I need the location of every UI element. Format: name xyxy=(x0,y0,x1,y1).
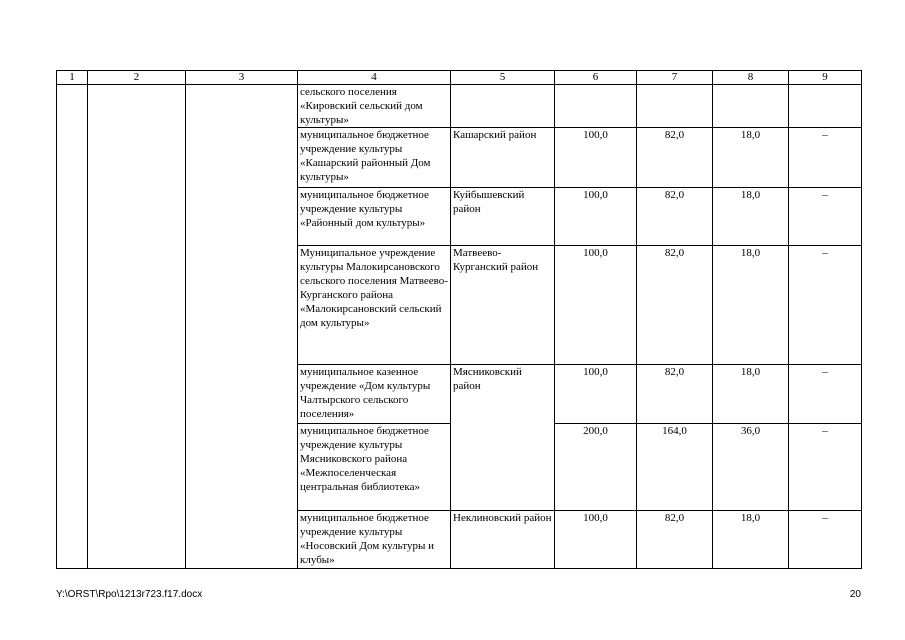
table-row xyxy=(57,85,862,128)
district-cell xyxy=(451,85,555,128)
value-cell: 100,0 xyxy=(555,365,637,424)
district-cell: Куйбышевский район xyxy=(451,188,555,246)
column-number-row xyxy=(57,71,862,85)
column-number: 9 xyxy=(789,71,862,85)
value-cell: 82,0 xyxy=(637,511,713,569)
page-number: 20 xyxy=(849,589,861,600)
value-cell: – xyxy=(789,424,862,511)
column-number: 3 xyxy=(186,71,298,85)
footer-file-path: Y:\ORST\Rpo\1213r723.f17.docx xyxy=(56,589,203,600)
value-cell: 18,0 xyxy=(713,128,789,188)
district-cell: Мясниковский район xyxy=(451,365,555,511)
district-cell: Матвеево-Курганский район xyxy=(451,246,555,365)
value-cell xyxy=(637,85,713,128)
value-cell: 200,0 xyxy=(555,424,637,511)
empty-cell xyxy=(186,85,298,569)
value-cell: – xyxy=(789,511,862,569)
value-cell: 82,0 xyxy=(637,188,713,246)
column-number: 6 xyxy=(555,71,637,85)
value-cell: 164,0 xyxy=(637,424,713,511)
value-cell xyxy=(555,85,637,128)
institution-cell: муниципальное бюджетное учреждение культуры «Районный дом культуры» xyxy=(298,188,451,246)
value-cell: 18,0 xyxy=(713,246,789,365)
value-cell: 18,0 xyxy=(713,365,789,424)
budget-table xyxy=(56,70,862,569)
column-number: 1 xyxy=(57,71,88,85)
value-cell: – xyxy=(789,128,862,188)
column-number: 2 xyxy=(88,71,186,85)
institution-cell: Муниципальное учреждение культуры Малокирсановского сельского поселения Матвеево-Курганского района «Малокирсановский сельский дом культуры» xyxy=(298,246,451,365)
value-cell: 82,0 xyxy=(637,365,713,424)
column-number: 8 xyxy=(713,71,789,85)
institution-cell: муниципальное казенное учреждение «Дом культуры Чалтырского сельского поселения» xyxy=(298,365,451,424)
value-cell: 100,0 xyxy=(555,188,637,246)
value-cell: – xyxy=(789,188,862,246)
column-number: 4 xyxy=(298,71,451,85)
district-cell: Кашарский район xyxy=(451,128,555,188)
district-cell: Неклиновский район xyxy=(451,511,555,569)
empty-cell xyxy=(88,85,186,569)
value-cell: 100,0 xyxy=(555,246,637,365)
value-cell: 36,0 xyxy=(713,424,789,511)
value-cell xyxy=(789,85,862,128)
value-cell xyxy=(713,85,789,128)
value-cell: 18,0 xyxy=(713,188,789,246)
institution-cell: муниципальное бюджетное учреждение культуры «Кашарский районный Дом культуры» xyxy=(298,128,451,188)
institution-cell: муниципальное бюджетное учреждение культуры «Носовский Дом культуры и клубы» xyxy=(298,511,451,569)
value-cell: 18,0 xyxy=(713,511,789,569)
value-cell: 100,0 xyxy=(555,511,637,569)
empty-cell xyxy=(57,85,88,569)
column-number: 7 xyxy=(637,71,713,85)
value-cell: 82,0 xyxy=(637,246,713,365)
institution-cell: сельского поселения «Кировский сельский дом культуры» xyxy=(298,85,451,128)
institution-cell: муниципальное бюджетное учреждение культуры Мясниковского района «Межпоселенческая центральная библиотека» xyxy=(298,424,451,511)
column-number: 5 xyxy=(451,71,555,85)
value-cell: 100,0 xyxy=(555,128,637,188)
value-cell: – xyxy=(789,365,862,424)
value-cell: – xyxy=(789,246,862,365)
value-cell: 82,0 xyxy=(637,128,713,188)
